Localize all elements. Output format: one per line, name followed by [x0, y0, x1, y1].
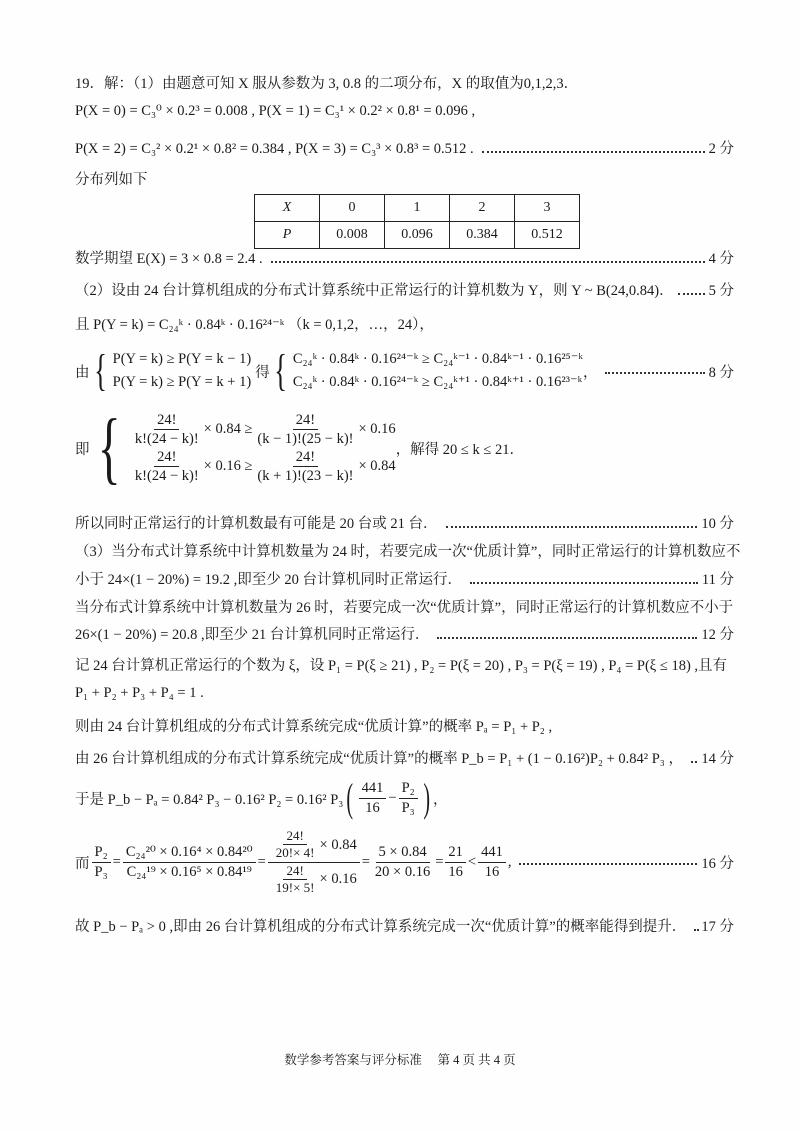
prefix-text: 而: [75, 855, 90, 872]
ineq-c: C₂₄ᵏ · 0.84ᵏ · 0.16²⁴⁻ᵏ ≥ C₂₄ᵏ⁻¹ · 0.84ᵏ⁻¹ · 0.16²⁵⁻ᵏ: [292, 351, 583, 367]
q19-intro: [75, 72, 734, 93]
score-mark: 12 分: [701, 627, 734, 643]
operator: =: [257, 853, 266, 870]
final-conclusion-text: 故 P_b − Pₐ > 0 ,即由 26 台计算机组成的分布式计算系统完成一次“优质计算”的概率能得到提升．: [75, 919, 687, 935]
term: × 0.84: [358, 457, 396, 474]
term: × 0.84 ≥: [203, 420, 253, 437]
score-mark: 2 分: [708, 141, 734, 157]
table-cell: 0: [320, 195, 385, 222]
table-cell: 3: [515, 195, 580, 222]
left-brace: {: [97, 404, 121, 492]
conclusion-2-text: 所以同时正常运行的计算机数最有可能是 20 台或 21 台．: [75, 516, 438, 532]
score-mark: 11 分: [701, 572, 734, 588]
distribution-table: [254, 194, 580, 249]
table-row: [255, 222, 580, 249]
compound-fraction: [268, 828, 360, 896]
operator: −: [388, 789, 397, 806]
dist-label: [75, 168, 734, 189]
fraction-denominator: (k − 1)!(25 − k)!: [257, 430, 354, 447]
fraction-numerator: 24!: [293, 448, 318, 467]
part3-line-4: [75, 623, 734, 644]
table-row: [255, 195, 580, 222]
fraction-numerator: C₂₄²⁰ × 0.16⁴ × 0.84²⁰: [123, 843, 256, 862]
table-cell: 0.512: [515, 222, 580, 249]
term: × 0.16: [319, 871, 357, 888]
fraction-denominator: P₃: [401, 799, 415, 816]
part3-text: （3）当分布式计算系统中计算机数量为 24 时，若要完成一次“优质计算”，同时正常运行的计算机数应不: [75, 544, 741, 560]
part3-text: 记 24 台计算机正常运行的个数为 ξ，设 P₁ = P(ξ ≥ 21) , P₂ = P(ξ = 20) , P₃ = P(ξ = 19) , P₄ = P(ξ ≤ 18) ,且有: [75, 658, 728, 674]
expectation-text: 数学期望 E(X) = 3 × 0.8 = 2.4 .: [75, 251, 263, 267]
prob-line-1-text: P(X = 0) = C₃⁰ × 0.2³ = 0.008 , P(X = 1) = C₃¹ × 0.2² × 0.8¹ = 0.096 ,: [75, 103, 476, 119]
solution-text: ，解得 20 ≤ k ≤ 21．: [395, 441, 524, 458]
score-mark: 10 分: [701, 516, 734, 532]
ineq-a: P(Y = k) ≥ P(Y = k − 1): [112, 351, 252, 367]
part2-intro: [75, 279, 734, 300]
inequality-system: 由 { P(Y = k) ≥ P(Y = k − 1) P(Y = k) ≥ P(Y = k + 1) 得 { C₂₄ᵏ · 0.84ᵏ · 0.16²⁴⁻ᵏ ≥ C₂₄ᵏ⁻¹ · 0.84ᵏ⁻¹ · 0.16²⁵⁻ᵏ C₂₄ᵏ · 0.84ᵏ · 0.16²⁴⁻ᵏ ≥ C₂₄ᵏ⁺¹ · 0.84ᵏ⁺¹ · 0.16²³⁻ᵏ ， 8 分: [75, 346, 734, 396]
term: × 0.16: [358, 420, 396, 437]
part3-line-1: [75, 540, 741, 561]
prob-line-1: [75, 103, 734, 120]
part3-text: P₁ + P₂ + P₃ + P₄ = 1 .: [75, 685, 204, 701]
expectation-line: [75, 247, 734, 268]
fraction-denominator: 16: [484, 863, 500, 880]
fraction-denominator: 16: [448, 863, 463, 880]
fraction-denominator: 19!× 5!: [275, 879, 315, 895]
fraction-denominator: k!(24 − k)!: [134, 468, 199, 485]
part3-text: 则由 24 台计算机组成的分布式计算系统完成“优质计算”的概率 Pₐ = P₁ + P₂ ,: [75, 719, 553, 735]
part2-intro-text: （2）设由 24 台计算机组成的分布式计算系统中正常运行的计算机数为 Y，则 Y ~ B(24,0.84)．: [75, 283, 674, 299]
operator: <: [467, 853, 477, 870]
score-mark: 5 分: [708, 283, 734, 299]
fraction-numerator: P₂: [399, 779, 418, 798]
fraction-numerator: 21: [445, 843, 466, 862]
table-cell: 0.384: [450, 222, 515, 249]
prefix-text: 由: [75, 364, 90, 381]
factorial-system: [75, 404, 734, 492]
punctuation: ，: [433, 791, 448, 808]
fraction-numerator: 24!: [154, 411, 179, 430]
operator: =: [361, 853, 370, 870]
operator: =: [435, 853, 444, 870]
term: × 0.16 ≥: [203, 457, 253, 474]
score-mark: 8 分: [708, 364, 734, 381]
table-cell: 2: [450, 195, 515, 222]
final-conclusion: [75, 915, 734, 936]
conclusion-2: [75, 512, 734, 533]
fraction-denominator: 20!× 4!: [275, 845, 315, 861]
fraction-numerator: 24!: [283, 828, 306, 845]
left-brace: {: [93, 346, 107, 396]
prob-line-2: [75, 137, 734, 158]
right-paren: ): [423, 775, 430, 820]
table-cell: 1: [385, 195, 450, 222]
part3-text: 由 26 台计算机组成的分布式计算系统完成“优质计算”的概率 P_b = P₁ + (1 − 0.16²)P₂ + 0.84² P₃ ，: [75, 751, 683, 767]
part3-line-8: [75, 747, 734, 768]
operator: =: [112, 853, 121, 870]
mid-text: 得: [255, 364, 270, 381]
fraction-denominator: (k + 1)!(23 − k)!: [257, 468, 354, 485]
fraction-denominator: k!(24 − k)!: [134, 430, 199, 447]
term: × 0.84: [319, 836, 357, 853]
score-mark: 16 分: [701, 855, 734, 872]
fraction-numerator: 24!: [154, 448, 179, 467]
part3-line-5: [75, 654, 734, 675]
part3-text: 小于 24×(1 − 20%) = 19.2 ,即至少 20 台计算机同时正常运行．: [75, 572, 463, 588]
prob-line-2-text: P(X = 2) = C₃² × 0.2¹ × 0.8² = 0.384 , P(X = 3) = C₃³ × 0.8³ = 0.512 .: [75, 141, 474, 157]
part3-line-6: [75, 685, 734, 702]
difference-text: 于是 P_b − Pₐ = 0.84² P₃ − 0.16² P₂ = 0.16² P₃: [75, 791, 344, 808]
part3-text: 26×(1 − 20%) = 20.8 ,即至少 21 台计算机同时正常运行．: [75, 627, 430, 643]
fraction-numerator: P₂: [92, 843, 111, 862]
part3-text: 当分布式计算系统中计算机数量为 26 时，若要完成一次“优质计算”，同时正常运行的计算机数应不小于: [75, 600, 734, 616]
part3-line-7: [75, 715, 734, 736]
ratio-line: 而 $\frac{\text{P₂}}{\text{P₃}}$ = $\frac{\text{C₂₄²⁰ × 0.16⁴ × 0.84²⁰}}{\text{C₂₄¹⁹ × 0.16⁵ × 0.84¹⁹}}$ = $\frac{24!}{20!\times 4!}$ × 0.84 $\frac{24!}{19!\times 5!}$ × 0.16 = $\frac{5 \times 0.84}{20 \times 0.16}$ = $\frac{21}{16}$ < $\frac{441}{16}$ , 16 分: [75, 828, 734, 895]
score-mark: 4 分: [708, 251, 734, 267]
left-brace: {: [273, 346, 287, 396]
ineq-b: P(Y = k) ≥ P(Y = k + 1): [112, 374, 252, 391]
score-mark: 14 分: [701, 751, 734, 767]
prefix-text: 即: [75, 441, 90, 458]
fraction-numerator: 24!: [293, 411, 318, 430]
fraction-numerator: 441: [359, 779, 387, 798]
part3-line-2: [75, 568, 734, 589]
pmf-line: [75, 313, 734, 334]
q19-intro-text: 19．解：（1）由题意可知 X 服从参数为 3, 0.8 的二项分布，X 的取值为0,1,2,3．: [75, 76, 579, 92]
fraction-numerator: 5 × 0.84: [376, 843, 430, 862]
page-footer: 数学参考答案与评分标准 第 4 页 共 4 页: [284, 1053, 516, 1067]
fraction-denominator: P₃: [94, 863, 108, 880]
table-cell: 0.008: [320, 222, 385, 249]
fraction-numerator: 441: [478, 843, 506, 862]
fraction-denominator: 16: [365, 799, 380, 816]
score-mark: 17 分: [701, 919, 734, 935]
ineq-d: C₂₄ᵏ · 0.84ᵏ · 0.16²⁴⁻ᵏ ≥ C₂₄ᵏ⁺¹ · 0.84ᵏ⁺¹ · 0.16²³⁻ᵏ: [292, 374, 583, 391]
table-cell: X: [255, 195, 320, 222]
part3-line-3: [75, 596, 734, 617]
fraction-numerator: 24!: [283, 863, 306, 880]
difference-line: [75, 775, 734, 820]
left-paren: (: [346, 775, 354, 820]
pmf-text: 且 P(Y = k) = C₂₄ᵏ · 0.84ᵏ · 0.16²⁴⁻ᵏ （k = 0,1,2，…，24），: [75, 317, 434, 333]
fraction-denominator: C₂₄¹⁹ × 0.16⁵ × 0.84¹⁹: [126, 863, 252, 880]
table-cell: 0.096: [385, 222, 450, 249]
fraction-denominator: 20 × 0.16: [374, 863, 431, 880]
dist-label-text: 分布列如下: [75, 172, 148, 188]
table-cell: P: [255, 222, 320, 249]
